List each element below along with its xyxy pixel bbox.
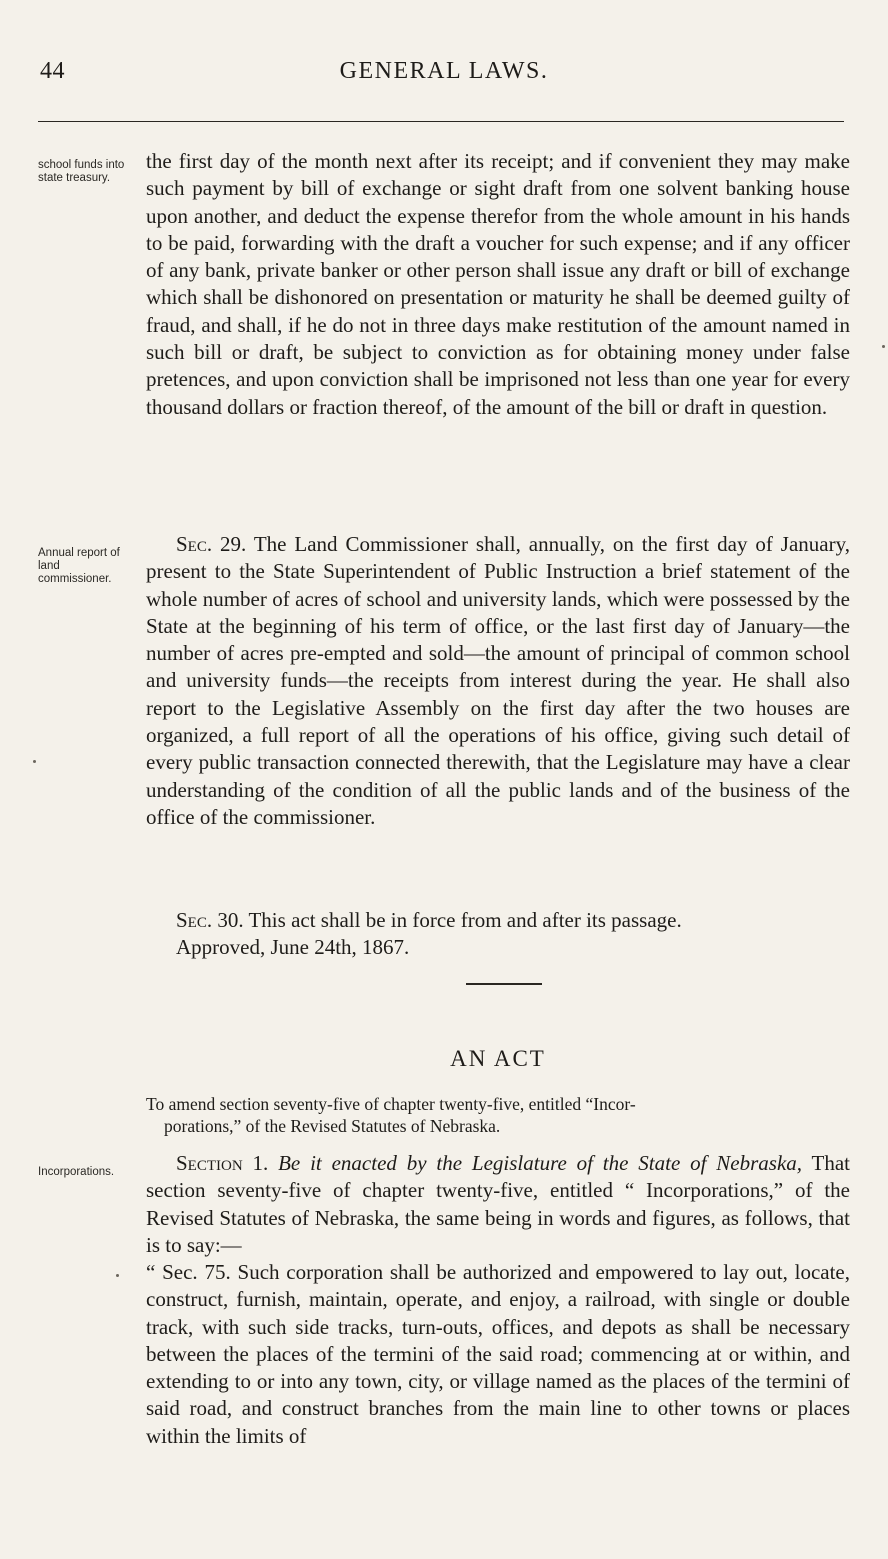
header-rule (38, 121, 844, 122)
paragraph-continuation: the first day of the month next after its receipt; and if convenient they may make such payment by bill of exchange or sight draft from one solvent banking house upon another, and deduct the expense therefor from the whole amount in his hands to be paid, forwarding with the draft a voucher for such expense; and if any officer of any bank, private banker or other person shall issue any draft or bill of exchange which shall be dishonored on presentation or maturity he shall be deemed guilty of fraud, and shall, if he do not in three days make restitution of the amount named in such bill or draft, be subject to conviction as for obtaining money under false pretences, and upon conviction shall be imprisoned not less than one year for every thousand dollars or fraction thereof, of the amount of the bill or draft in question. (146, 149, 850, 419)
act-section-1 (146, 1150, 850, 1259)
running-title: GENERAL LAWS. (339, 58, 549, 84)
section-29 (146, 531, 850, 831)
margin-note-incorporations: Incorporations. (38, 1166, 115, 1178)
print-speck (882, 345, 885, 348)
act-section-1-text: That section seventy-five of chapter twenty-five, entitled “ Incorporations,” of the Revised Statutes of Nebraska, the same being in words and figures, as follows, that is to say:— (146, 1151, 851, 1257)
section-29-text: The Land Commissioner shall, annually, on the first day of January, present to the State Superintendent of Public Instruction a brief statement of the whole number of acres of school and university lands, which were possessed by the State at the beginning of his term of office, or the last first day of January—the number of acres pre-empted and sold—the amount of principal of common school and university funds—the receipts from interest during the year. He shall also report to the Legislative Assembly on the first day after the two houses are organized, a full report of all the operations of his office, giving such detail of every public transaction connected therewith, that the Legislature may have a clear understanding of the condition of all the public lands and of the business of the office of the commissioner. (146, 532, 850, 829)
enacting-clause: Be it enacted by the Legislature of the State of Nebraska, (278, 1151, 803, 1175)
quoted-section-75-label: “ Sec. 75. (146, 1260, 231, 1284)
section-29-label: Sec. 29. (176, 532, 247, 556)
act-heading: AN ACT (450, 1046, 546, 1071)
margin-note-annual-report: Annual report of land commissioner. (38, 547, 120, 585)
quoted-section-75-text: Such corporation shall be authorized and empowered to lay out, locate, construct, furnish, maintain, operate, and enjoy, a railroad, with single or double track, with such side tracks, turn-outs, offices, and depots as shall be necessary between the places of the termini of the said road; commencing at or within, and extending to or into any town, city, or village named as the places of the termini of said road, and construct branches from the main line to other towns or places within the limits of (146, 1260, 851, 1448)
approval-date: Approved, June 24th, 1867. (176, 935, 410, 959)
margin-note-school-funds: school funds into state treasury. (38, 159, 125, 184)
print-speck (33, 760, 36, 763)
section-30-text: This act shall be in force from and after its passage. (248, 908, 682, 932)
act-summary-line-1: To amend section seventy-five of chapter twenty-five, entitled “Incor- (146, 1094, 636, 1114)
page-header (40, 58, 848, 98)
act-summary (146, 1093, 850, 1137)
act-section-1-label: Section 1. (176, 1151, 269, 1175)
section-30-label: Sec. 30. (176, 908, 244, 932)
section-divider (466, 983, 542, 985)
act-summary-line-2: porations,” of the Revised Statutes of Nebraska. (164, 1116, 501, 1136)
quoted-section-75 (146, 1259, 850, 1450)
section-30 (146, 907, 850, 934)
print-speck (116, 1274, 119, 1277)
page-number: 44 (40, 58, 65, 84)
